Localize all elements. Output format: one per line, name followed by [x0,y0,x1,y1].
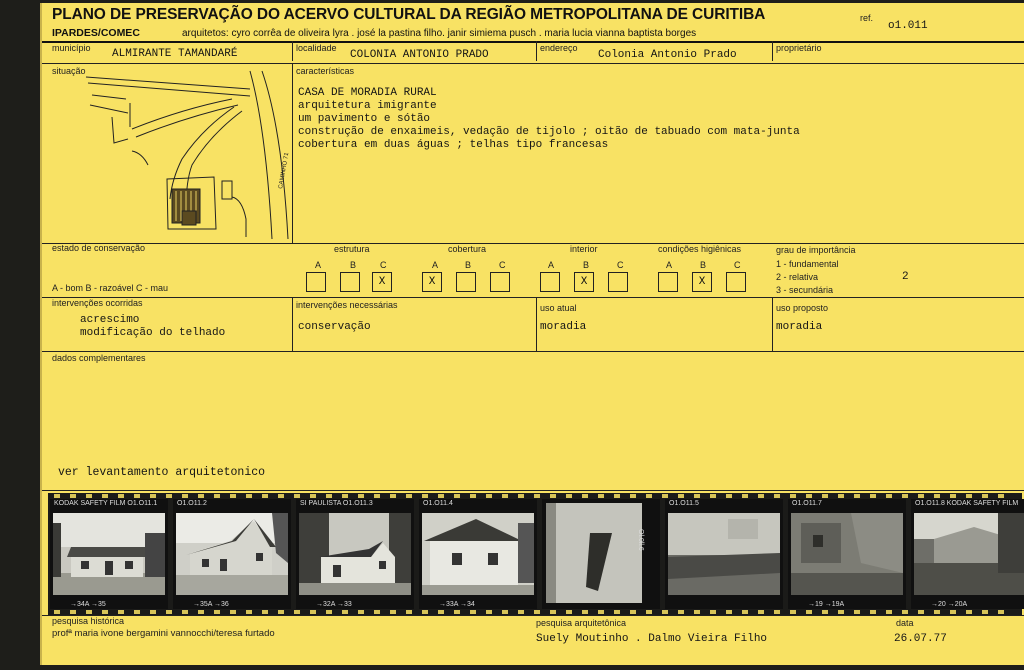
film-sprocket-hole [646,494,652,498]
importancia-label: grau de importância [776,245,856,255]
film-frame-7[interactable] [788,499,906,609]
caracteristicas-line-2: arquitetura imigrante [298,100,437,112]
importancia-option-3: 3 - secundária [776,285,834,295]
film-sprocket-hole [918,494,924,498]
ref-label: ref. [860,13,874,23]
cobertura-letter-b: B [465,260,472,270]
film-sprocket-hole [310,494,316,498]
interior-box-b[interactable]: X [574,272,594,292]
higienicas-box-c[interactable] [726,272,746,292]
pesquisa-historica-value: profª maria ivone bergamini vannocchi/teresa furtado [52,628,275,639]
film-sprocket-hole [518,610,524,614]
film-sprocket-hole [662,494,668,498]
film-sprocket-hole [950,494,956,498]
film-sprocket-hole [438,494,444,498]
film-sprocket-hole [662,610,668,614]
importancia-option-2: 2 - relativa [776,272,819,282]
film-sprocket-hole [454,494,460,498]
conservacao-legend: A - bom B - razoável C - mau [52,283,169,293]
film-sprocket-hole [694,494,700,498]
estrutura-box-c[interactable]: X [372,272,392,292]
higienicas-letter-c: C [734,260,741,270]
film-sprocket-hole [246,494,252,498]
film-sprocket-hole [774,610,780,614]
film-sprocket-hole [342,610,348,614]
higienicas-box-b[interactable]: X [692,272,712,292]
page-title: PLANO DE PRESERVAÇÃO DO ACERVO CULTURAL DA REGIÃO METROPOLITANA DE CURITIBA [52,6,766,23]
frame-1-code: KODAK SAFETY FILM O1.O11.1 [54,500,158,507]
film-sprocket-hole [758,610,764,614]
photo-house-1 [53,513,165,595]
film-sprocket-hole [422,610,428,614]
cobertura-box-c[interactable] [490,272,510,292]
endereco-value: Colonia Antonio Prado [598,49,737,61]
organization: IPARDES/COMEC [52,27,140,39]
municipio-label: município [52,43,91,53]
film-sprocket-hole [534,610,540,614]
film-sprocket-hole [726,494,732,498]
film-sprocket-hole [566,610,572,614]
film-sprocket-hole [118,610,124,614]
film-sprocket-hole [774,494,780,498]
film-sprocket-hole [742,494,748,498]
frame-7-code: O1.O11.7 [792,500,822,507]
film-sprocket-hole [150,494,156,498]
cobertura-box-b[interactable] [456,272,476,292]
pesquisa-arq-label: pesquisa arquitetônica [536,618,627,628]
uso-atual-label: uso atual [540,303,577,313]
frame-4-code: O1.O11.4 [423,500,453,507]
film-sprocket-hole [934,610,940,614]
interior-box-c[interactable] [608,272,628,292]
film-sprocket-hole [582,494,588,498]
film-sprocket-hole [918,610,924,614]
caracteristicas-line-3: um pavimento e sótão [298,113,431,125]
film-sprocket-hole [630,494,636,498]
caracteristicas-line-4: construção de enxaimeis, vedação de tijolo ; oitão de tabuado com mata-junta [298,126,800,138]
film-sprocket-hole [678,610,684,614]
film-sprocket-hole [118,494,124,498]
frame-8-code: O1.O11.8 KODAK SAFETY FILM [915,500,1019,507]
film-sprocket-hole [54,494,60,498]
estrutura-label: estrutura [334,244,370,254]
film-sprocket-hole [966,610,972,614]
film-sprocket-hole [502,494,508,498]
film-sprocket-hole [214,494,220,498]
endereco-label: endereço [540,43,578,53]
interior-letter-a: A [548,260,555,270]
film-sprocket-hole [134,610,140,614]
film-sprocket-hole [614,610,620,614]
map-road-label: CAMINHO 71 [278,152,291,190]
proprietario-label: proprietário [776,43,822,53]
film-sprocket-hole [70,494,76,498]
pesquisa-arq-value: Suely Moutinho . Dalmo Vieira Filho [536,633,768,645]
film-sprocket-hole [198,494,204,498]
cobertura-letter-a: A [432,260,439,270]
frame-6-code: O1.O11.5 [669,500,699,507]
necessarias-label: intervenções necessárias [296,300,398,310]
film-sprocket-hole [614,494,620,498]
film-sprocket-hole [326,610,332,614]
film-sprocket-hole [998,610,1004,614]
photo-detail-6 [668,513,780,595]
film-sprocket-hole [806,610,812,614]
film-strip [48,493,1022,615]
film-sprocket-hole [310,610,316,614]
film-sprocket-hole [806,494,812,498]
frame-3-code: SI PAULISTA O1.O11.3 [300,500,373,507]
film-sprocket-hole [326,494,332,498]
uso-proposto-value: moradia [776,321,823,333]
photo-detail-5 [546,503,642,603]
photo-house-3 [299,513,411,595]
inventory-card [40,3,1024,665]
film-frame-2[interactable] [173,499,291,609]
film-sprocket-hole [54,610,60,614]
film-frame-8[interactable] [911,499,1024,609]
film-sprocket-hole [374,610,380,614]
film-sprocket-hole [838,610,844,614]
situacao-label: situação [52,66,86,76]
frame-3-number: →32A →33 [316,601,352,608]
estrutura-box-a[interactable] [306,272,326,292]
film-sprocket-hole [694,610,700,614]
film-sprocket-hole [934,494,940,498]
higienicas-label: condições higiênicas [658,244,742,254]
film-sprocket-hole [470,494,476,498]
frame-1-number: →34A →35 [70,601,106,608]
caracteristicas-line-5: cobertura em duas águas ; telhas tipo francesas [298,139,609,151]
caracteristicas-line-1: CASA DE MORADIA RURAL [298,87,437,99]
film-sprocket-hole [598,610,604,614]
film-sprocket-hole [678,494,684,498]
film-sprocket-hole [854,494,860,498]
film-sprocket-hole [518,494,524,498]
film-sprocket-hole [230,494,236,498]
film-sprocket-hole [854,610,860,614]
film-sprocket-hole [342,494,348,498]
film-frame-4[interactable] [419,499,537,609]
film-sprocket-hole [182,610,188,614]
film-sprocket-hole [790,494,796,498]
photo-detail-8 [914,513,1024,595]
film-sprocket-hole [566,494,572,498]
higienicas-box-a[interactable] [658,272,678,292]
film-sprocket-hole [950,610,956,614]
caracteristicas-label: características [296,66,355,76]
film-sprocket-hole [246,610,252,614]
film-sprocket-hole [966,494,972,498]
film-sprocket-hole [262,494,268,498]
interior-label: interior [570,244,598,254]
frame-4-number: →33A →34 [439,601,475,608]
film-sprocket-hole [646,610,652,614]
film-sprocket-hole [822,610,828,614]
estrutura-letter-b: B [350,260,357,270]
film-sprocket-hole [86,494,92,498]
film-sprocket-hole [438,610,444,614]
film-sprocket-hole [422,494,428,498]
film-sprocket-hole [550,610,556,614]
film-sprocket-hole [86,610,92,614]
photo-detail-7 [791,513,903,595]
film-sprocket-hole [838,494,844,498]
film-sprocket-hole [390,494,396,498]
film-sprocket-hole [630,610,636,614]
film-sprocket-hole [710,610,716,614]
film-sprocket-hole [902,610,908,614]
film-sprocket-hole [182,494,188,498]
film-sprocket-hole [790,610,796,614]
estrutura-box-b[interactable] [340,272,360,292]
film-sprocket-hole [742,610,748,614]
film-sprocket-hole [886,610,892,614]
film-sprocket-hole [70,610,76,614]
frame-7-number: →19 →19A [808,601,845,608]
localidade-label: localidade [296,43,337,53]
film-sprocket-hole [486,494,492,498]
film-sprocket-hole [406,610,412,614]
film-sprocket-hole [710,494,716,498]
film-sprocket-hole [102,494,108,498]
film-sprocket-hole [822,494,828,498]
film-sprocket-hole [758,494,764,498]
film-sprocket-hole [470,610,476,614]
data-label: data [896,618,914,628]
film-sprocket-hole [390,610,396,614]
film-sprocket-hole [886,494,892,498]
film-sprocket-hole [454,610,460,614]
situation-map [82,69,292,241]
film-sprocket-hole [998,494,1004,498]
film-sprocket-hole [582,610,588,614]
necessarias-value: conservação [298,321,371,333]
interior-letter-c: C [617,260,624,270]
dados-label: dados complementares [52,353,146,363]
localidade-value: COLONIA ANTONIO PRADO [350,49,489,61]
film-frame-6[interactable] [665,499,783,609]
frame-2-code: O1.O11.2 [177,500,207,507]
uso-atual-value: moradia [540,321,587,333]
conservacao-label: estado de conservação [52,243,146,253]
film-sprocket-hole [726,610,732,614]
film-sprocket-hole [358,494,364,498]
ver-levantamento: ver levantamento arquitetonico [58,466,266,479]
film-sprocket-hole [262,610,268,614]
ocorridas-line-1: acrescimo [80,314,140,326]
cobertura-box-a[interactable]: X [422,272,442,292]
film-sprocket-hole [534,494,540,498]
interior-letter-b: B [583,260,590,270]
film-sprocket-hole [134,494,140,498]
film-sprocket-hole [294,494,300,498]
film-sprocket-hole [214,610,220,614]
importancia-option-1: 1 - fundamental [776,259,839,269]
film-sprocket-hole [870,610,876,614]
film-sprocket-hole [870,494,876,498]
photo-house-4 [422,513,534,595]
film-sprocket-hole [294,610,300,614]
film-sprocket-hole [486,610,492,614]
ocorridas-line-2: modificação do telhado [80,327,226,339]
film-sprocket-hole [166,494,172,498]
film-sprocket-hole [166,610,172,614]
film-sprocket-hole [982,494,988,498]
estrutura-letter-a: A [315,260,322,270]
higienicas-letter-b: B [700,260,707,270]
film-sprocket-hole [358,610,364,614]
film-sprocket-hole [230,610,236,614]
film-frame-5[interactable] [542,499,660,609]
film-frame-1[interactable] [50,499,168,609]
film-sprocket-hole [598,494,604,498]
cobertura-letter-c: C [499,260,506,270]
film-sprocket-hole [982,610,988,614]
cobertura-label: cobertura [448,244,487,254]
film-sprocket-hole [150,610,156,614]
film-sprocket-hole [198,610,204,614]
ocorridas-label: intervenções ocorridas [52,298,143,308]
film-sprocket-hole [550,494,556,498]
frame-5-vertical-code: Ol.0ll.6 [637,529,644,551]
municipio-value: ALMIRANTE TAMANDARÉ [112,48,238,60]
frame-8-number: →20 →20A [931,601,968,608]
film-sprocket-hole [902,494,908,498]
pesquisa-historica-label: pesquisa histórica [52,616,125,626]
film-sprocket-hole [102,610,108,614]
film-sprocket-hole [278,494,284,498]
importancia-value: 2 [902,271,909,283]
estrutura-letter-c: C [380,260,387,270]
film-sprocket-hole [406,494,412,498]
uso-proposto-label: uso proposto [776,303,829,313]
frame-2-number: →35A →36 [193,601,229,608]
architects-line: arquitetos: cyro corrêa de oliveira lyra . josé la pastina filho. janir simiema pusch . maria lucia vianna baptista borges [182,28,697,39]
film-sprocket-hole [502,610,508,614]
data-value: 26.07.77 [894,633,947,645]
ref-value: o1.011 [888,20,928,32]
interior-box-a[interactable] [540,272,560,292]
film-sprocket-hole [278,610,284,614]
film-sprocket-hole [374,494,380,498]
film-frame-3[interactable] [296,499,414,609]
higienicas-letter-a: A [666,260,673,270]
photo-house-2 [176,513,288,595]
